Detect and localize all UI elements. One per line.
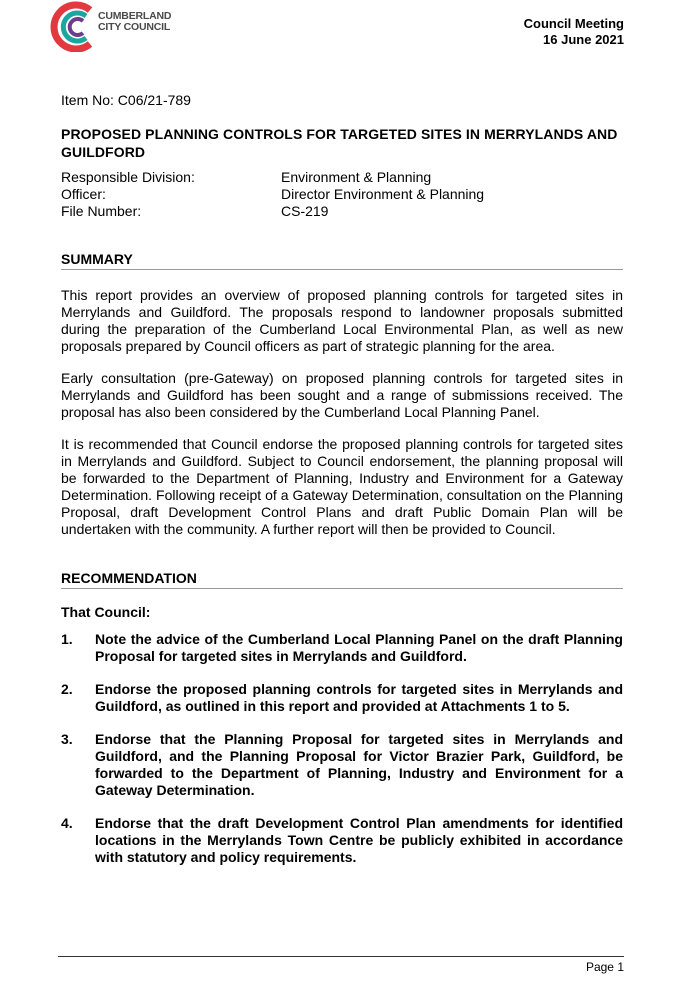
meta-row-officer [61, 186, 623, 203]
meeting-title: Council Meeting [523, 16, 624, 31]
page-number: Page 1 [585, 960, 624, 974]
recommendation-heading: RECOMMENDATION [61, 570, 623, 589]
recommendation-text: Endorse that the Planning Proposal for targeted sites in Merrylands and Guildford, and the Planning Proposal for Victor Brazier Park, Guildford, be forwarded to the Department of Planning, Industry and Environment for a Gateway Determination. [95, 731, 623, 798]
meta-value: Director Environment & Planning [281, 186, 485, 202]
meeting-info [524, 16, 624, 48]
meeting-date: 16 June 2021 [543, 32, 624, 47]
meta-value: Environment & Planning [281, 169, 432, 185]
recommendation-intro: That Council: [61, 604, 151, 620]
meta-row-file-number [61, 203, 623, 220]
footer-divider [58, 956, 624, 957]
council-logo-icon [50, 0, 98, 52]
summary-paragraph: This report provides an overview of proposed planning controls for targeted sites in Merrylands and Guildford. The proposals respond to landowner proposals submitted during the preparation of the Cumberland Local Environmental Plan, as well as new proposals prepared by Council officers as part of strategic planning for the area. [61, 287, 623, 354]
meta-label: File Number: [61, 203, 142, 219]
meta-label: Responsible Division: [61, 169, 195, 185]
meta-value: CS-219 [281, 203, 329, 219]
recommendation-text: Note the advice of the Cumberland Local Planning Panel on the draft Planning Proposal for targeted sites in Merrylands and Guildford. [95, 631, 623, 664]
summary-heading: SUMMARY [61, 251, 623, 270]
council-logo [50, 0, 190, 54]
recommendation-number: 4. [61, 815, 73, 831]
recommendation-text: Endorse the proposed planning controls for targeted sites in Merrylands and Guildford, as outlined in this report and provided at Attachments 1 to 5. [95, 681, 623, 714]
item-number: Item No: C06/21-789 [61, 92, 191, 108]
summary-paragraph: Early consultation (pre-Gateway) on proposed planning controls for targeted sites in Merrylands and Guildford has been sought and a range of submissions received. The proposal has also been considered by the Cumberland Local Planning Panel. [61, 370, 623, 420]
recommendation-item [61, 681, 623, 715]
recommendation-number: 1. [61, 631, 73, 647]
summary-body [61, 287, 623, 553]
logo-text [98, 11, 171, 33]
logo-text-line1: CUMBERLAND [98, 10, 172, 22]
recommendation-item [61, 631, 623, 665]
recommendation-list [61, 631, 623, 882]
summary-paragraph: It is recommended that Council endorse the proposed planning controls for targeted sites in Merrylands and Guildford. Subject to Council endorsement, the planning proposal will be forwarded to the Department of Planning, Industry and Environment for a Gateway Determination. Following receipt of a Gateway Determination, consultation on the Planning Proposal, draft Development Control Plans and draft Public Domain Plan will be undertaken with the community. A further report will then be provided to Council. [61, 436, 623, 537]
report-metadata [61, 169, 623, 220]
recommendation-number: 2. [61, 681, 73, 697]
recommendation-text: Endorse that the draft Development Control Plan amendments for identified locations in the Merrylands Town Centre be publicly exhibited in accordance with statutory and policy requirements. [95, 815, 623, 865]
meta-row-division [61, 169, 623, 186]
logo-text-line2: CITY COUNCIL [98, 21, 171, 33]
recommendation-number: 3. [61, 731, 73, 747]
report-title: PROPOSED PLANNING CONTROLS FOR TARGETED SITES IN MERRYLANDS AND GUILDFORD [61, 126, 618, 160]
recommendation-item [61, 815, 623, 866]
meta-label: Officer: [61, 186, 106, 202]
recommendation-item [61, 731, 623, 799]
